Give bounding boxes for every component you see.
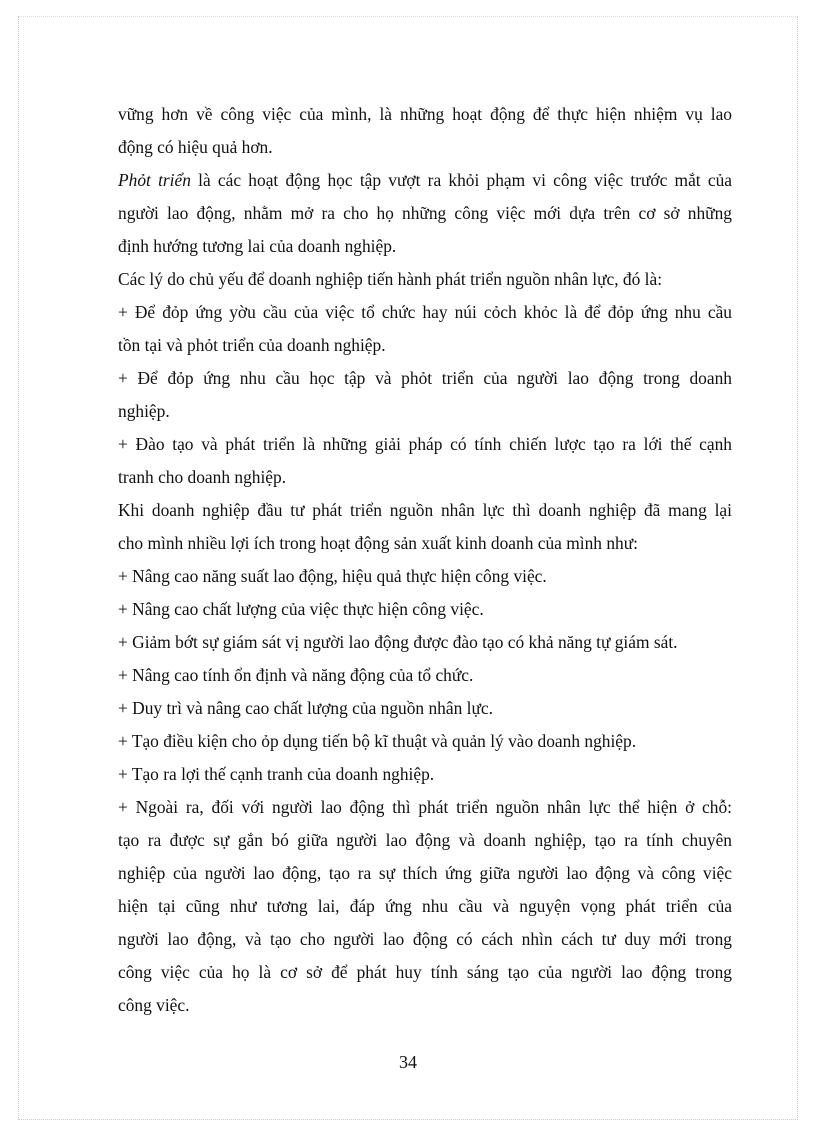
document-body [118, 98, 732, 1022]
text-line: nghiệp. [118, 401, 170, 421]
text-line: cho mình nhiều lợi ích trong hoạt động sản xuất kinh doanh của mình như: [118, 533, 638, 553]
text-line: động có hiệu quả hơn. [118, 137, 273, 157]
text-line: nghiệp của người lao động, tạo ra sự thích ứng giữa người lao động và công việc [118, 863, 732, 883]
text-line: + Nâng cao tính ổn định và năng động của tổ chức. [118, 665, 474, 685]
text-line: vững hơn về công việc của mình, là những hoạt động để thực hiện nhiệm vụ lao [118, 104, 732, 124]
text-line: + Để đỏp ứng nhu cầu học tập và phỏt triển của người lao động trong doanh [118, 368, 732, 388]
page-number: 34 [399, 1052, 417, 1072]
text-line: + Tạo điều kiện cho ỏp dụng tiến bộ kĩ thuật và quản lý vào doanh nghiệp. [118, 731, 637, 751]
text-line: + Nâng cao chất lượng của việc thực hiện công việc. [118, 599, 484, 619]
text-line: + Đào tạo và phát triển là những giải pháp có tính chiến lược tạo ra lới thế cạnh [118, 434, 732, 454]
text-line: công việc. [118, 995, 190, 1015]
text-line: + Nâng cao năng suất lao động, hiệu quả thực hiện công việc. [118, 566, 547, 586]
text-line: + Giảm bớt sự giám sát vị người lao động được đào tạo có khả năng tự giám sát. [118, 632, 678, 652]
text-line: + Ngoài ra, đối với người lao động thì phát triển nguồn nhân lực thể hiện ở chỗ: [118, 797, 732, 817]
text-line: + Duy trì và nâng cao chất lượng của nguồn nhân lực. [118, 698, 493, 718]
defined-term: Phỏt triển [118, 170, 191, 190]
text-line [118, 164, 732, 197]
text-line: người lao động, nhằm mở ra cho họ những công việc mới dựa trên cơ sở những [118, 203, 732, 223]
text-span: là các hoạt động học tập vượt ra khỏi phạm vi công việc trước mắt của [190, 170, 732, 190]
text-line: người lao động, và tạo cho người lao động có cách nhìn cách tư duy mới trong [118, 929, 732, 949]
text-line: + Để đỏp ứng yờu cầu của việc tổ chức hay núi cỏch khỏc là để đỏp ứng nhu cầu [118, 302, 732, 322]
text-line: tranh cho doanh nghiệp. [118, 467, 287, 487]
text-line: tạo ra được sự gắn bó giữa người lao động và doanh nghiệp, tạo ra tính chuyên [118, 830, 732, 850]
text-line: công việc của họ là cơ sở để phát huy tính sáng tạo của người lao động trong [118, 962, 732, 982]
text-line: hiện tại cũng như tương lai, đáp ứng nhu cầu và nguyện vọng phát triển của [118, 896, 732, 916]
text-line: Khi doanh nghiệp đầu tư phát triển nguồn nhân lực thì doanh nghiệp đã mang lại [118, 500, 732, 520]
text-line: định hướng tương lai của doanh nghiệp. [118, 236, 397, 256]
text-line: tồn tại và phỏt triển của doanh nghiệp. [118, 335, 386, 355]
text-line: + Tạo ra lợi thế cạnh tranh của doanh nghiệp. [118, 764, 435, 784]
text-line: Các lý do chủ yếu để doanh nghiệp tiến hành phát triển nguồn nhân lực, đó là: [118, 269, 663, 289]
